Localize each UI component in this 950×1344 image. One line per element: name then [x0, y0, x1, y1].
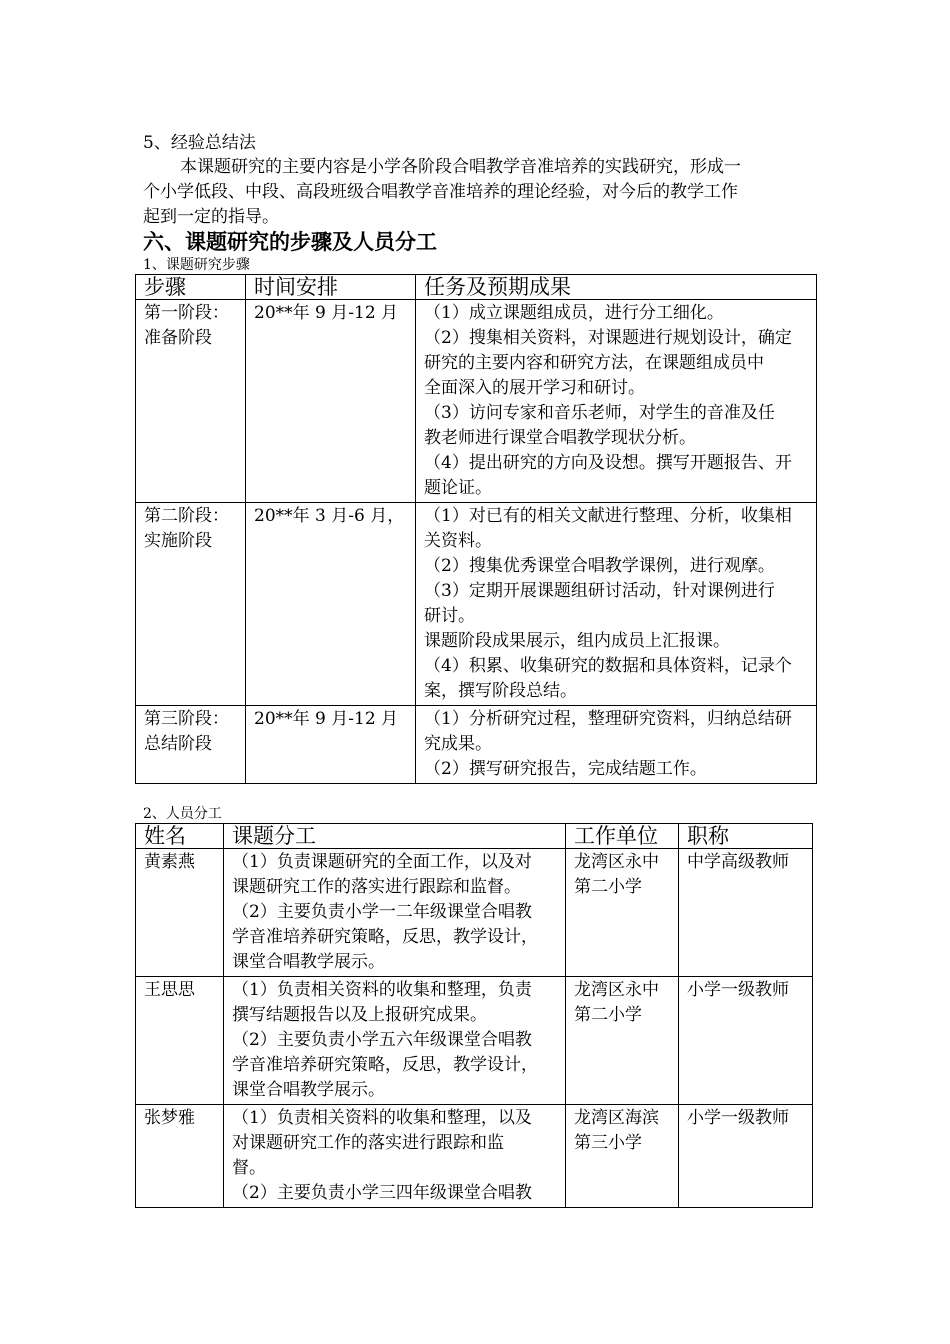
task-line: （4）提出研究的方向及设想。撰写开题报告、开	[424, 453, 792, 473]
table-header-row	[136, 824, 813, 849]
duty-line: 撰写结题报告以及上报研究成果。	[232, 1005, 487, 1025]
header-name: 姓名	[136, 824, 224, 849]
duties-cell	[224, 1105, 566, 1208]
stage-label: 第三阶段：	[144, 709, 229, 729]
section-title: 5、经验总结法	[143, 133, 256, 153]
duty-line: 课堂合唱教学展示。	[232, 952, 385, 972]
header-time: 时间安排	[246, 275, 416, 300]
duty-line: 学音准培养研究策略，反思，教学设计，	[232, 927, 538, 947]
unit-line: 第三小学	[574, 1133, 642, 1153]
stage-label: 准备阶段	[144, 328, 212, 348]
duty-line: （2）主要负责小学五六年级课堂合唱教	[232, 1030, 532, 1050]
unit-cell	[566, 977, 679, 1105]
stage-cell	[136, 503, 246, 706]
unit-line: 龙湾区永中	[574, 980, 659, 1000]
duty-line: 课题研究工作的落实进行跟踪和监督。	[232, 877, 521, 897]
task-line: （2）撰写研究报告，完成结题工作。	[424, 759, 707, 779]
title-cell: 小学一级教师	[679, 1105, 813, 1208]
duty-line: （2）主要负责小学三四年级课堂合唱教	[232, 1183, 532, 1203]
task-line: 研讨。	[424, 606, 475, 626]
unit-cell	[566, 849, 679, 977]
section-heading: 六、课题研究的步骤及人员分工	[143, 230, 437, 254]
header-title: 职称	[679, 824, 813, 849]
title-cell: 中学高级教师	[679, 849, 813, 977]
duties-cell	[224, 849, 566, 977]
task-line: 全面深入的展开学习和研讨。	[424, 378, 645, 398]
task-line: （1）成立课题组成员，进行分工细化。	[424, 303, 724, 323]
table-row	[136, 300, 817, 503]
duty-line: 对课题研究工作的落实进行跟踪和监	[232, 1133, 504, 1153]
stage-label: 实施阶段	[144, 531, 212, 551]
task-line: 题论证。	[424, 478, 492, 498]
steps-table	[135, 274, 817, 784]
task-line: 关资料。	[424, 531, 492, 551]
header-step: 步骤	[136, 275, 246, 300]
duty-line: （1）负责相关资料的收集和整理，负责	[232, 980, 532, 1000]
task-line: 课题阶段成果展示，组内成员上汇报课。	[424, 631, 730, 651]
name-cell: 王思思	[136, 977, 224, 1105]
duty-line: （1）负责课题研究的全面工作，以及对	[232, 852, 532, 872]
header-duties: 课题分工	[224, 824, 566, 849]
time-cell: 20**年 9 月-12 月	[246, 706, 416, 784]
paragraph-line: 个小学低段、中段、高段班级合唱教学音准培养的理论经验，对今后的教学工作	[143, 182, 738, 202]
task-line: （1）对已有的相关文献进行整理、分析，收集相	[424, 506, 792, 526]
stage-cell	[136, 706, 246, 784]
stage-label: 总结阶段	[144, 734, 212, 754]
table-row	[136, 977, 813, 1105]
unit-line: 龙湾区永中	[574, 852, 659, 872]
time-cell: 20**年 3 月-6 月，	[246, 503, 416, 706]
table-row	[136, 849, 813, 977]
table-row	[136, 503, 817, 706]
steps-subtitle: 1、课题研究步骤	[143, 257, 250, 273]
task-line: （2）搜集优秀课堂合唱教学课例，进行观摩。	[424, 556, 775, 576]
task-line: 案，撰写阶段总结。	[424, 681, 577, 701]
task-line: （3）定期开展课题组研讨活动，针对课例进行	[424, 581, 775, 601]
duty-line: （1）负责相关资料的收集和整理，以及	[232, 1108, 532, 1128]
duty-line: 学音准培养研究策略，反思，教学设计，	[232, 1055, 538, 1075]
task-line: 究成果。	[424, 734, 492, 754]
staff-table	[135, 823, 813, 1208]
table-row	[136, 1105, 813, 1208]
task-line: 研究的主要内容和研究方法，在课题组成员中	[424, 353, 764, 373]
unit-line: 第二小学	[574, 877, 642, 897]
unit-cell	[566, 1105, 679, 1208]
unit-line: 第二小学	[574, 1005, 642, 1025]
staff-subtitle: 2、人员分工	[143, 806, 222, 822]
task-line: （1）分析研究过程，整理研究资料，归纳总结研	[424, 709, 792, 729]
duties-cell	[224, 977, 566, 1105]
duty-line: （2）主要负责小学一二年级课堂合唱教	[232, 902, 532, 922]
tasks-cell	[416, 503, 817, 706]
stage-cell	[136, 300, 246, 503]
tasks-cell	[416, 706, 817, 784]
task-line: （4）积累、收集研究的数据和具体资料，记录个	[424, 656, 792, 676]
header-tasks: 任务及预期成果	[416, 275, 817, 300]
unit-line: 龙湾区海滨	[574, 1108, 659, 1128]
name-cell: 黄素燕	[136, 849, 224, 977]
paragraph-line: 本课题研究的主要内容是小学各阶段合唱教学音准培养的实践研究，形成一	[180, 157, 741, 177]
paragraph-line: 起到一定的指导。	[143, 207, 279, 227]
duty-line: 督。	[232, 1158, 266, 1178]
duty-line: 课堂合唱教学展示。	[232, 1080, 385, 1100]
stage-label: 第二阶段：	[144, 506, 229, 526]
table-header-row	[136, 275, 817, 300]
task-line: 教老师进行课堂合唱教学现状分析。	[424, 428, 696, 448]
table-row	[136, 706, 817, 784]
task-line: （3）访问专家和音乐老师，对学生的音准及任	[424, 403, 775, 423]
header-unit: 工作单位	[566, 824, 679, 849]
stage-label: 第一阶段：	[144, 303, 229, 323]
tasks-cell	[416, 300, 817, 503]
name-cell: 张梦雅	[136, 1105, 224, 1208]
time-cell: 20**年 9 月-12 月	[246, 300, 416, 503]
title-cell: 小学一级教师	[679, 977, 813, 1105]
task-line: （2）搜集相关资料，对课题进行规划设计，确定	[424, 328, 792, 348]
